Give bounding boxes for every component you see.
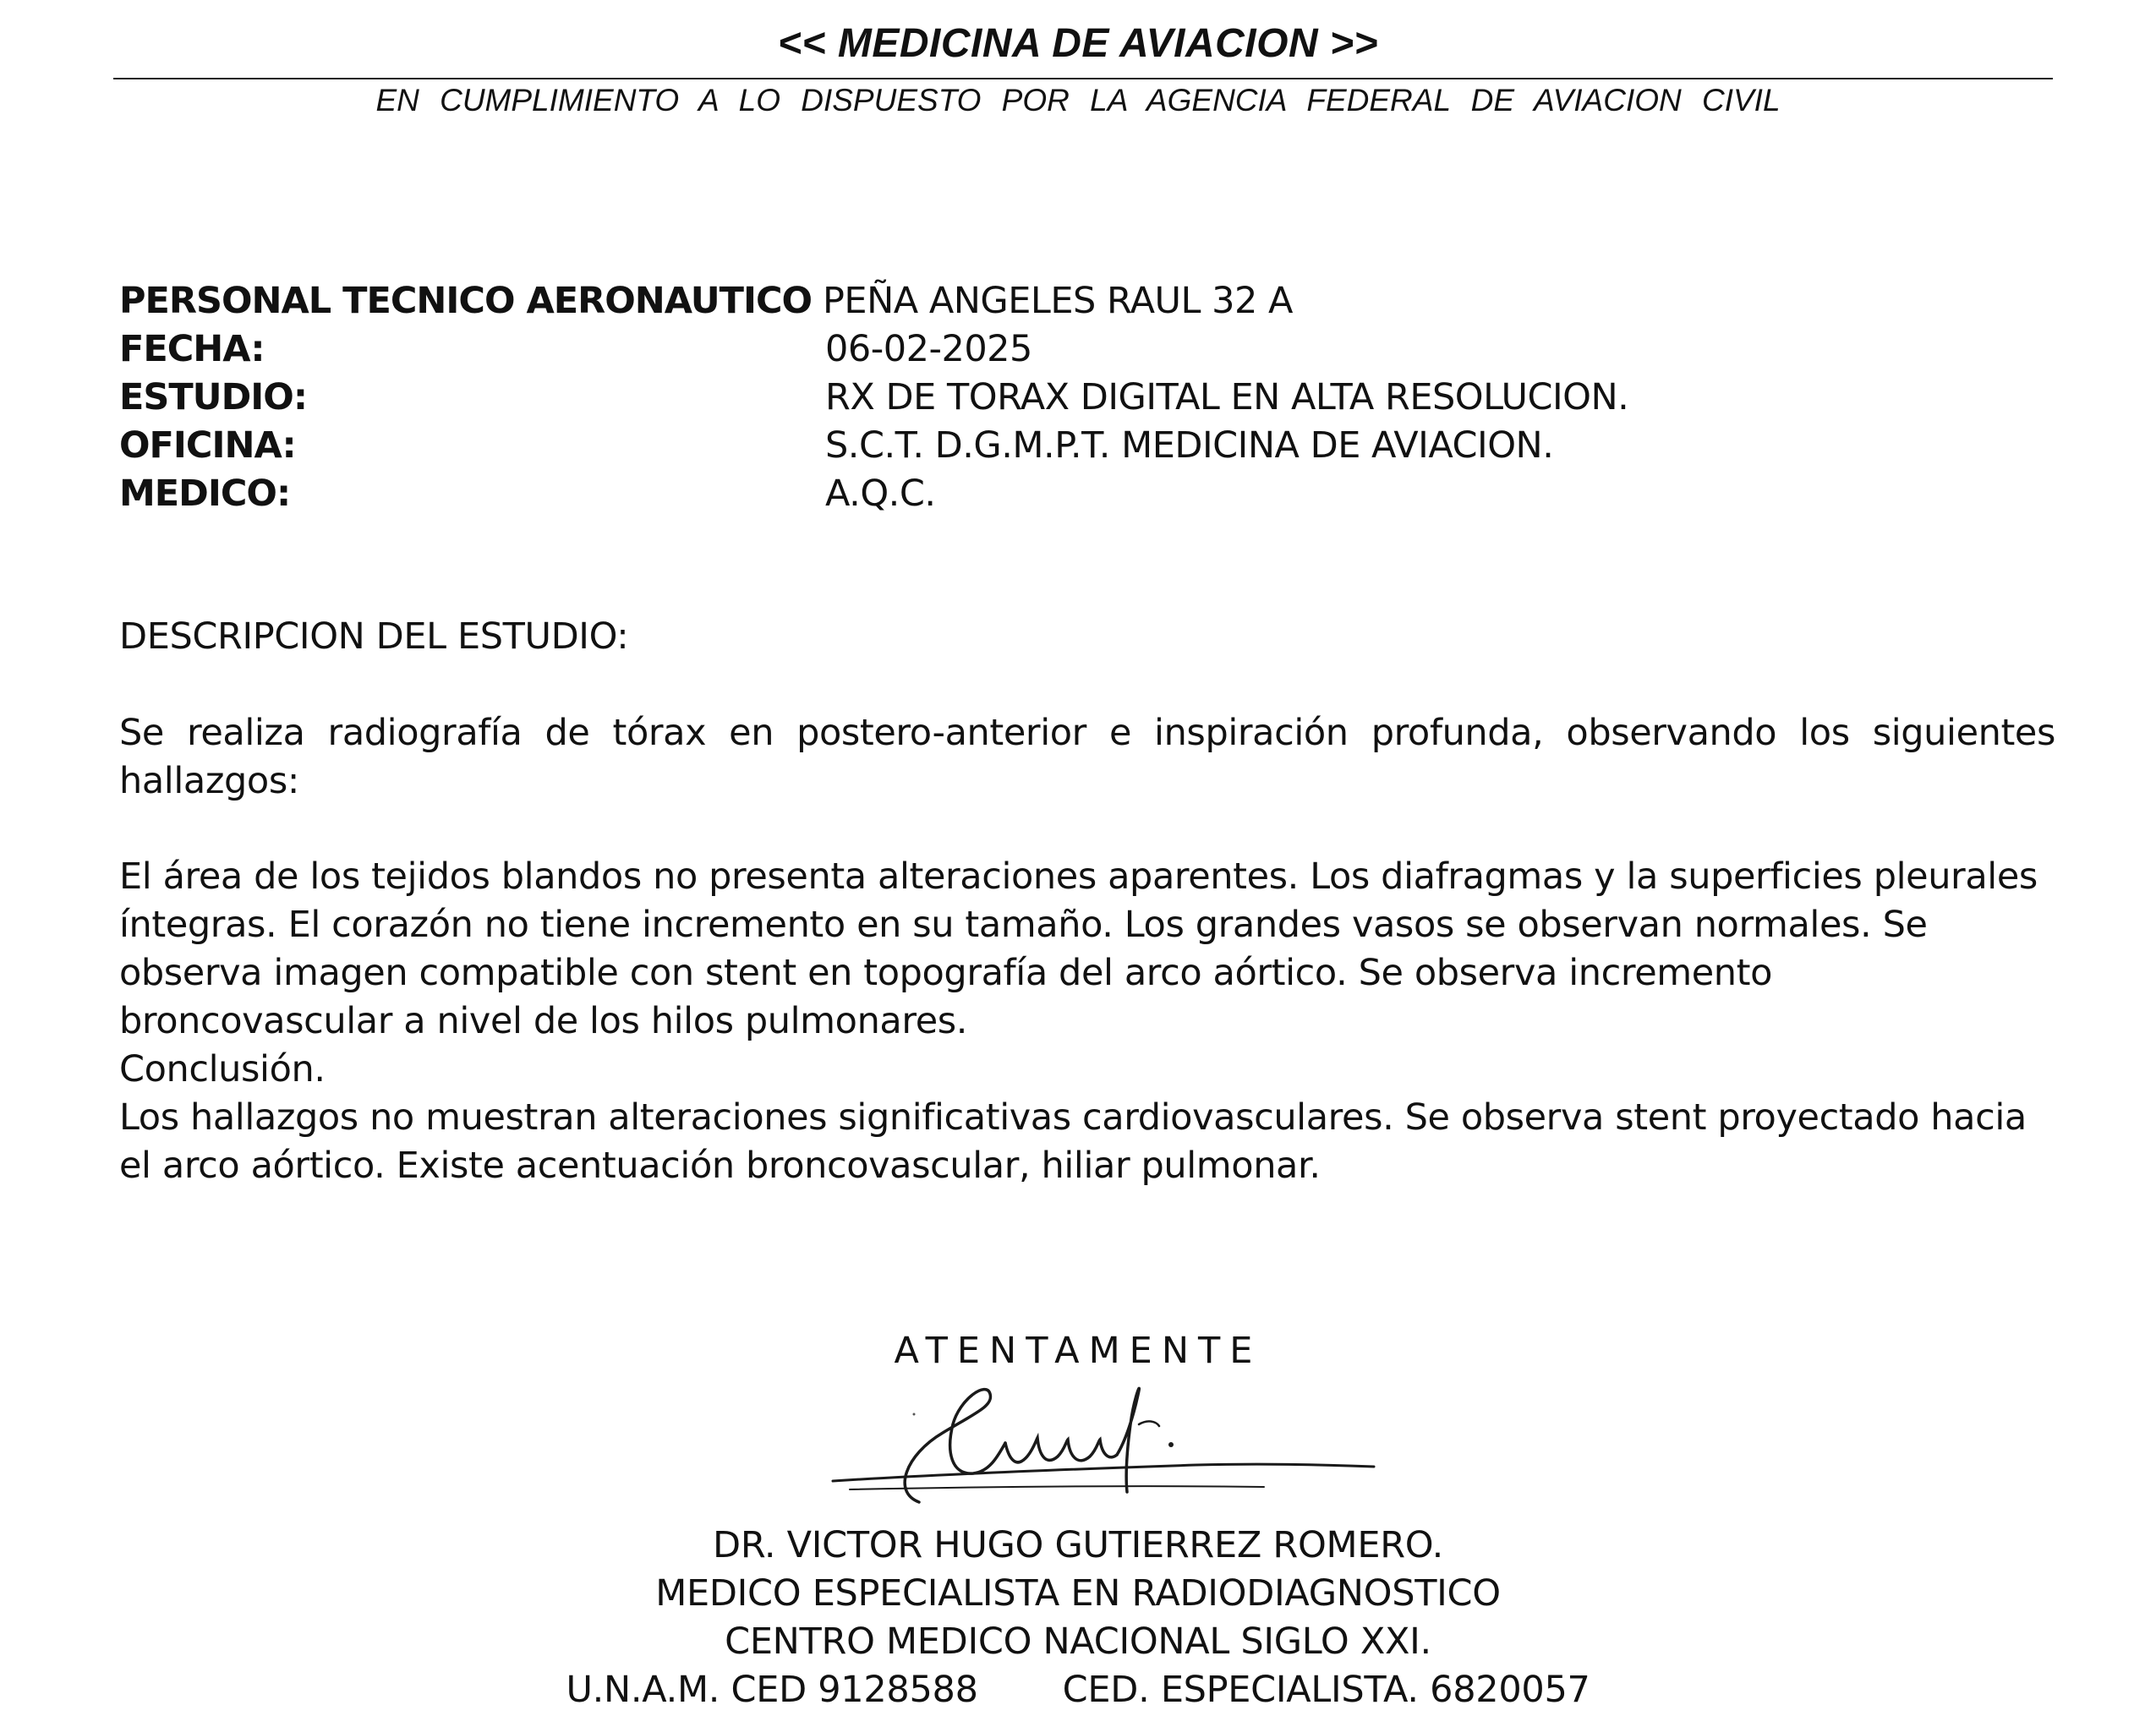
description-intro: Se realiza radiografía de tórax en postero-anterior e inspiración profunda, observando los siguientes hallazgos: xyxy=(119,712,2055,802)
header-subtitle: EN CUMPLIMIENTO A LO DISPUESTO POR LA AGENCIA FEDERAL DE AVIACION CIVIL xyxy=(375,83,1781,117)
field-row-personal xyxy=(119,277,1979,325)
findings-paragraph: El área de los tejidos blandos no presenta alteraciones aparentes. Los diafragmas y la superficies pleurales íntegras. El corazón no tiene incremento en su tamaño. Los grandes vasos se observan normales. Se observa imagen compatible con stent en topografía del arco aórtico. Se observa incremento broncovascular a nivel de los hilos pulmonares. xyxy=(119,855,2038,1042)
signer-name: DR. VICTOR HUGO GUTIERREZ ROMERO. xyxy=(713,1524,1443,1566)
field-value-estudio: RX DE TORAX DIGITAL EN ALTA RESOLUCION. xyxy=(825,376,1629,418)
field-label-fecha: FECHA: xyxy=(119,328,265,370)
signer-institution: CENTRO MEDICO NACIONAL SIGLO XXI. xyxy=(725,1620,1431,1663)
field-row-estudio xyxy=(119,374,1979,422)
field-label-estudio: ESTUDIO: xyxy=(119,376,308,418)
cedula-unam: U.N.A.M. CED 9128588 xyxy=(566,1669,978,1711)
description-heading: DESCRIPCION DEL ESTUDIO: xyxy=(119,615,629,658)
field-value-oficina: S.C.T. D.G.M.P.T. MEDICINA DE AVIACION. xyxy=(825,424,1554,467)
field-row-fecha xyxy=(119,325,1979,374)
field-value-medico: A.Q.C. xyxy=(825,473,936,515)
header-title: << MEDICINA DE AVIACION >> xyxy=(777,21,1379,66)
field-label-personal: PERSONAL TECNICO AERONAUTICO xyxy=(119,280,813,322)
field-label-oficina: OFICINA: xyxy=(119,424,296,467)
closing-salutation: ATENTAMENTE xyxy=(894,1330,1262,1372)
signer-title: MEDICO ESPECIALISTA EN RADIODIAGNOSTICO xyxy=(655,1572,1501,1615)
signer-block xyxy=(0,1522,2156,1714)
description-findings-block xyxy=(119,853,2055,1190)
conclusion-heading: Conclusión. xyxy=(119,1048,326,1090)
cedula-especialista: CED. ESPECIALISTA. 6820057 xyxy=(1062,1669,1590,1711)
field-value-personal: PEÑA ANGELES RAUL 32 A xyxy=(823,280,1293,322)
conclusion-paragraph: Los hallazgos no muestran alteraciones significativas cardiovasculares. Se observa stent proyectado hacia el arco aórtico. Existe acentuación broncovascular, hiliar pulmonar. xyxy=(119,1096,2027,1187)
field-row-medico xyxy=(119,470,1979,518)
field-label-medico: MEDICO: xyxy=(119,473,291,515)
header-divider xyxy=(113,78,2053,79)
report-fields xyxy=(119,277,1979,518)
signature-image xyxy=(824,1374,1382,1526)
signer-cedulas xyxy=(0,1666,2156,1714)
field-value-fecha: 06-02-2025 xyxy=(825,328,1032,370)
field-row-oficina xyxy=(119,422,1979,470)
